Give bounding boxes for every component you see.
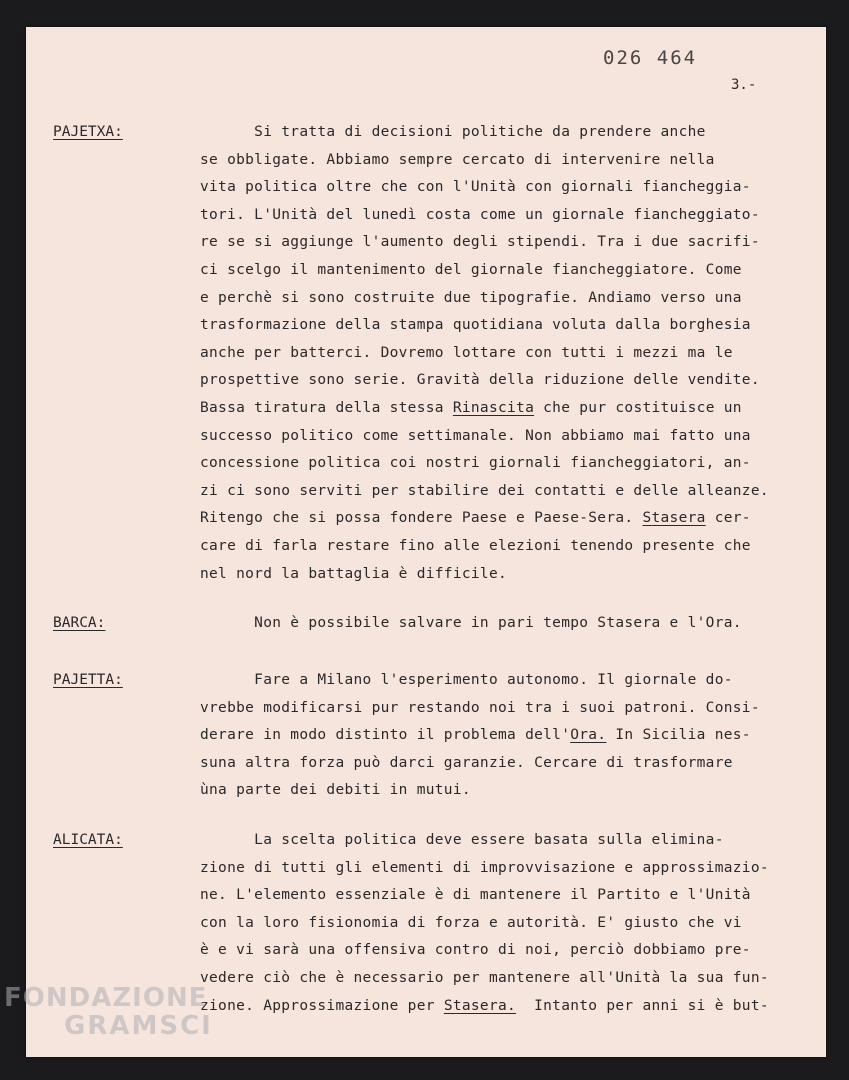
text-line	[200, 290, 742, 306]
text-segment: prospettive sono serie. Gravità della riduzione delle vendite.	[200, 372, 760, 389]
watermark-line-1: FONDAZIONE	[4, 983, 208, 1013]
text-segment: Si tratta di decisioni politiche da prendere anche	[200, 124, 706, 140]
text-line	[200, 207, 760, 223]
underlined-title: Ora.	[570, 727, 607, 744]
text-segment: ci scelgo il mantenimento del giornale fiancheggiatore. Come	[200, 262, 742, 278]
document-page	[26, 27, 826, 1057]
text-line	[200, 887, 751, 903]
text-line	[200, 566, 507, 582]
text-segment: che pur costituisce un	[534, 400, 742, 416]
text-line	[200, 179, 751, 195]
text-segment: La scelta politica deve essere basata sulla elimina-	[200, 832, 724, 848]
text-segment: cer-	[705, 510, 751, 527]
page-number: 3.-	[731, 77, 757, 93]
text-segment: nel nord la battaglia è difficile.	[200, 565, 508, 582]
text-segment: e perchè si sono costruite due tipografie. Andiamo verso una	[200, 289, 742, 306]
text-line	[200, 727, 751, 743]
text-line	[200, 942, 751, 958]
text-line	[200, 262, 742, 278]
text-line	[200, 234, 760, 250]
text-line	[200, 860, 769, 876]
text-segment: Bassa tiratura della stessa	[200, 400, 453, 416]
text-segment: vrebbe modificarsi pur restando noi tra i suoi patroni. Consi-	[200, 699, 760, 716]
text-segment: è e vi sarà una offensiva contro di noi, perciò dobbiamo pre-	[200, 942, 751, 959]
watermark-line-2: GRAMSCI	[64, 1011, 213, 1041]
text-line	[200, 615, 742, 631]
text-segment: suna altra forza può darci garanzie. Cercare di trasformare	[200, 754, 733, 771]
speaker-label: BARCA:	[53, 615, 106, 631]
speaker-label: PAJETTA:	[53, 672, 123, 688]
text-line	[200, 832, 724, 848]
text-line	[200, 672, 733, 688]
text-segment: care di farla restare fino alle elezioni tenendo presente che	[200, 538, 751, 554]
text-segment: concessione politica coi nostri giornali fiancheggiatori, an-	[200, 455, 751, 472]
text-line	[200, 317, 751, 333]
underlined-title: Stasera	[642, 510, 706, 527]
text-line	[200, 372, 760, 388]
text-segment: trasformazione della stampa quotidiana voluta dalla borghesia	[200, 317, 751, 334]
archive-number: 026 464	[603, 47, 698, 69]
text-segment: anche per batterci. Dovremo lottare con tutti i mezzi ma le	[200, 344, 733, 361]
text-segment: Ritengo che si possa fondere Paese e Paese-Sera.	[200, 510, 643, 527]
text-segment: zi ci sono serviti per stabilire dei contatti e delle alleanze.	[200, 482, 769, 499]
text-segment: vita politica oltre che con l'Unità con giornali fiancheggia-	[200, 179, 751, 196]
text-segment: Intanto per anni si è but-	[516, 997, 769, 1014]
text-line	[200, 152, 715, 168]
text-line	[200, 782, 471, 798]
text-line	[200, 970, 769, 986]
text-segment: zione di tutti gli elementi di improvvisazione e approssimazio-	[200, 859, 769, 876]
underlined-title: Stasera.	[443, 997, 517, 1014]
text-segment: successo politico come settimanale. Non abbiamo mai fatto una	[200, 427, 751, 444]
text-segment: se obbligate. Abbiamo sempre cercato di intervenire nella	[200, 151, 715, 168]
text-segment: zione. Approssimazione per	[200, 997, 444, 1014]
text-segment: Non è possibile salvare in pari tempo Stasera e l'Ora.	[200, 615, 742, 631]
text-segment: ne. L'elemento essenziale è di mantenere il Partito e l'Unità	[200, 887, 751, 904]
text-segment: tori. L'Unità del lunedì costa come un giornale fiancheggiato-	[200, 206, 760, 223]
speaker-label: ALICATA:	[53, 832, 123, 848]
text-line	[200, 400, 742, 416]
text-line	[200, 428, 751, 444]
fondazione-gramsci-watermark	[4, 985, 213, 1039]
text-segment: re se si aggiunge l'aumento degli stipendi. Tra i due sacrifi-	[200, 234, 760, 251]
text-segment: In Sicilia nes-	[606, 727, 751, 744]
text-line	[200, 483, 769, 499]
text-line	[200, 455, 751, 471]
text-segment: derare in modo distinto il problema dell'	[200, 727, 571, 744]
text-segment: ùna parte dei debiti in mutui.	[200, 782, 471, 799]
text-line	[200, 124, 706, 140]
text-segment: Fare a Milano l'esperimento autonomo. Il giornale do-	[200, 672, 733, 688]
speaker-label: PAJETXA:	[53, 124, 123, 140]
underlined-title: Rinascita	[452, 400, 535, 416]
text-line	[200, 998, 769, 1014]
text-line	[200, 700, 760, 716]
text-line	[200, 538, 751, 554]
text-line	[200, 510, 751, 526]
text-line	[200, 755, 733, 771]
text-line	[200, 345, 733, 361]
text-line	[200, 915, 742, 931]
text-segment: vedere ciò che è necessario per mantenere all'Unità la sua fun-	[200, 970, 769, 986]
text-segment: con la loro fisionomia di forza e autorità. E' giusto che vi	[200, 914, 742, 931]
